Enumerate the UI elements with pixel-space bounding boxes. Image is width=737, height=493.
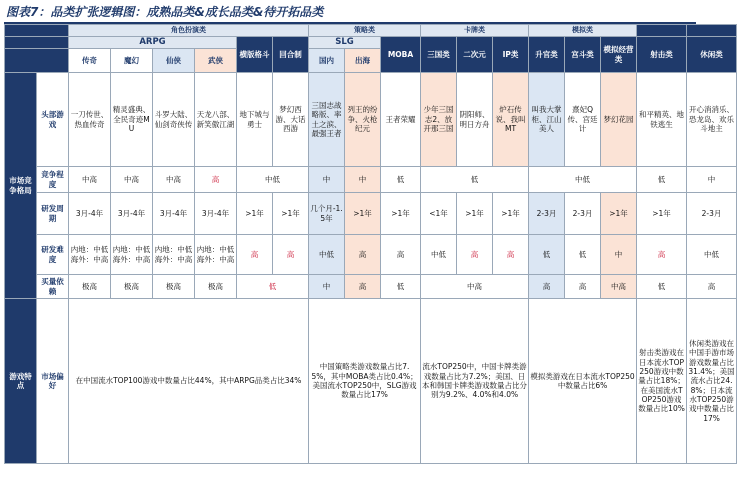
difficulty-domestic: 内地：中低: [154, 245, 193, 255]
cycle-xiuxian: 2-3月: [687, 193, 737, 235]
difficulty-mohuan: [111, 235, 153, 275]
difficulty-overseas: 海外：中高: [70, 254, 109, 264]
row-label-buyers: 买量依赖: [37, 275, 69, 299]
header-sanguo: 三国类: [421, 37, 457, 73]
top-game-moba: 王者荣耀: [381, 73, 421, 167]
buyers-xianxia: 极高: [153, 275, 195, 299]
difficulty-erciyuan: 高: [457, 235, 493, 275]
buyers-shengguan: 高: [529, 275, 565, 299]
cycle-ip: >1年: [493, 193, 529, 235]
preference-sim: 模拟类游戏在日本流水TOP250中数量占比6%: [529, 299, 637, 464]
preference-rpg: 在中国流水TOP100游戏中数量占比44%，其中ARPG品类占比34%: [69, 299, 309, 464]
top-game-sanguo: 少年三国志2、放开那三国: [421, 73, 457, 167]
cycle-moni: >1年: [601, 193, 637, 235]
figure-title: 图表7：品类扩张逻辑图：成熟品类&成长品类&待开拓品类: [6, 5, 324, 19]
subgroup-slg: SLG: [309, 37, 381, 49]
difficulty-moni: 中: [601, 235, 637, 275]
blank-header: [687, 25, 737, 37]
header-guonei: 国内: [309, 49, 345, 73]
buyers-mohuan: 极高: [111, 275, 153, 299]
cycle-xianxia: 3月-4年: [153, 193, 195, 235]
competition-sheji: 低: [637, 167, 687, 193]
difficulty-domestic: 内地：中低: [196, 245, 235, 255]
competition-wuxia: 高: [195, 167, 237, 193]
cycle-guonei: 几个月-1.5年: [309, 193, 345, 235]
top-game-sheji: 和平精英、地铁逃生: [637, 73, 687, 167]
cycle-shengguan: 2-3月: [529, 193, 565, 235]
header-erciyuan: 二次元: [457, 37, 493, 73]
cycle-sheji: >1年: [637, 193, 687, 235]
difficulty-shengguan: 低: [529, 235, 565, 275]
cycle-erciyuan: >1年: [457, 193, 493, 235]
top-game-xiuxian: 开心消消乐、恐龙岛、欢乐斗地主: [687, 73, 737, 167]
difficulty-huihe: 高: [273, 235, 309, 275]
buyers-hengban-huihe: 低: [237, 275, 309, 299]
row-label-difficulty: 研发难度: [37, 235, 69, 275]
row-label-cycle: 研发周期: [37, 193, 69, 235]
competition-moba: 低: [381, 167, 421, 193]
header-ip: IP类: [493, 37, 529, 73]
competition-card: 低: [421, 167, 529, 193]
group-strategy: 策略类: [309, 25, 421, 37]
category-expansion-table: [4, 24, 735, 489]
preference-card: 流水TOP250中，中国卡牌类游戏数量占比为7.2%；美国、日本和韩国卡牌类游戏数量占比分别为9.2%、4.0%和4.0%: [421, 299, 529, 464]
preference-strategy: 中国策略类游戏数量占比7.5%，其中MOBA类占比0.4%；美国流水TOP250中，SLG游戏数量占比17%: [309, 299, 421, 464]
competition-mohuan: 中高: [111, 167, 153, 193]
buyers-sheji: 低: [637, 275, 687, 299]
competition-hengban-huihe: 中低: [237, 167, 309, 193]
header-wuxia: 武侠: [195, 49, 237, 73]
group-card: 卡牌类: [421, 25, 529, 37]
header-gongdou: 宫斗类: [565, 37, 601, 73]
difficulty-overseas: 海外：中高: [154, 254, 193, 264]
group-rpg: 角色扮演类: [69, 25, 309, 37]
cycle-moba: >1年: [381, 193, 421, 235]
preference-xiuxian: 休闲类游戏在中国手游市场游戏数量占比31.4%；美国流水占比24.8%；日本流水TOP250游戏中数量占比17%: [687, 299, 737, 464]
header-huihe: 回合制: [273, 37, 309, 73]
header-sheji: 射击类: [637, 37, 687, 73]
difficulty-moba: 高: [381, 235, 421, 275]
competition-guonei: 中: [309, 167, 345, 193]
difficulty-hengban: 高: [237, 235, 273, 275]
top-game-gongdou: 熹妃Q传、宫廷计: [565, 73, 601, 167]
corner-cell: [5, 37, 69, 49]
difficulty-chuhai: 高: [345, 235, 381, 275]
buyers-xiuxian: 高: [687, 275, 737, 299]
corner-cell: [5, 49, 69, 73]
difficulty-sheji: 高: [637, 235, 687, 275]
top-game-chuhai: 列王的纷争、火枪纪元: [345, 73, 381, 167]
top-game-huihe: 梦幻西游、大话西游: [273, 73, 309, 167]
header-hengban: 横版格斗: [237, 37, 273, 73]
competition-chuhai: 中: [345, 167, 381, 193]
header-chuanqi: 传奇: [69, 49, 111, 73]
row-label-preference: 市场偏好: [37, 299, 69, 464]
buyers-moba: 低: [381, 275, 421, 299]
header-moni: 模拟经营类: [601, 37, 637, 73]
preference-sheji: 射击类游戏在日本流水TOP250游戏中数量占比18%；在美国流水TOP250游戏数量占比10%: [637, 299, 687, 464]
corner-cell: [5, 25, 69, 37]
top-game-shengguan: 叫我大掌柜、江山美人: [529, 73, 565, 167]
row-label-top-games: 头部游戏: [37, 73, 69, 167]
difficulty-gongdou: 低: [565, 235, 601, 275]
difficulty-domestic: 内地：中低: [112, 245, 151, 255]
cycle-wuxia: 3月-4年: [195, 193, 237, 235]
top-game-hengban: 地下城与勇士: [237, 73, 273, 167]
section-features: 游戏特点: [5, 299, 37, 464]
competition-xiuxian: 中: [687, 167, 737, 193]
buyers-chuanqi: 极高: [69, 275, 111, 299]
header-shengguan: 升官类: [529, 37, 565, 73]
cycle-sanguo: <1年: [421, 193, 457, 235]
competition-chuanqi: 中高: [69, 167, 111, 193]
competition-xianxia: 中高: [153, 167, 195, 193]
top-game-erciyuan: 阴阳师、明日方舟: [457, 73, 493, 167]
header-xiuxian: 休闲类: [687, 37, 737, 73]
cycle-hengban: >1年: [237, 193, 273, 235]
top-game-guonei: 三国志战略版、率土之滨、最强王者: [309, 73, 345, 167]
difficulty-domestic: 内地：中低: [70, 245, 109, 255]
difficulty-sanguo: 中低: [421, 235, 457, 275]
cycle-gongdou: 2-3月: [565, 193, 601, 235]
buyers-chuhai: 高: [345, 275, 381, 299]
buyers-guonei: 中: [309, 275, 345, 299]
difficulty-xianxia: [153, 235, 195, 275]
difficulty-overseas: 海外：中高: [112, 254, 151, 264]
buyers-card: 中高: [421, 275, 529, 299]
difficulty-overseas: 海外：中高: [196, 254, 235, 264]
top-game-wuxia: 天龙八部、新笑傲江湖: [195, 73, 237, 167]
group-sim: 模拟类: [529, 25, 637, 37]
cycle-mohuan: 3月-4年: [111, 193, 153, 235]
difficulty-xiuxian: 中低: [687, 235, 737, 275]
header-moba: MOBA: [381, 37, 421, 73]
blank-header: [637, 25, 687, 37]
top-game-xianxia: 斗罗大陆、仙剑奇侠传: [153, 73, 195, 167]
difficulty-ip: 高: [493, 235, 529, 275]
header-mohuan: 魔幻: [111, 49, 153, 73]
top-game-moni: 梦幻花园: [601, 73, 637, 167]
section-market: 市场竞争格局: [5, 73, 37, 299]
difficulty-guonei: 中低: [309, 235, 345, 275]
row-label-competition: 竞争程度: [37, 167, 69, 193]
buyers-wuxia: 极高: [195, 275, 237, 299]
cycle-chuhai: >1年: [345, 193, 381, 235]
difficulty-chuanqi: [69, 235, 111, 275]
top-game-mohuan: 精灵盛典、全民奇迹MU: [111, 73, 153, 167]
cycle-huihe: >1年: [273, 193, 309, 235]
header-xianxia: 仙侠: [153, 49, 195, 73]
cycle-chuanqi: 3月-4年: [69, 193, 111, 235]
subgroup-arpg: ARPG: [69, 37, 237, 49]
header-chuhai: 出海: [345, 49, 381, 73]
buyers-moni: 中高: [601, 275, 637, 299]
buyers-gongdou: 高: [565, 275, 601, 299]
competition-sim: 中低: [529, 167, 637, 193]
difficulty-wuxia: [195, 235, 237, 275]
top-game-ip: 炉石传说、我叫MT: [493, 73, 529, 167]
top-game-chuanqi: 一刀传世、热血传奇: [69, 73, 111, 167]
